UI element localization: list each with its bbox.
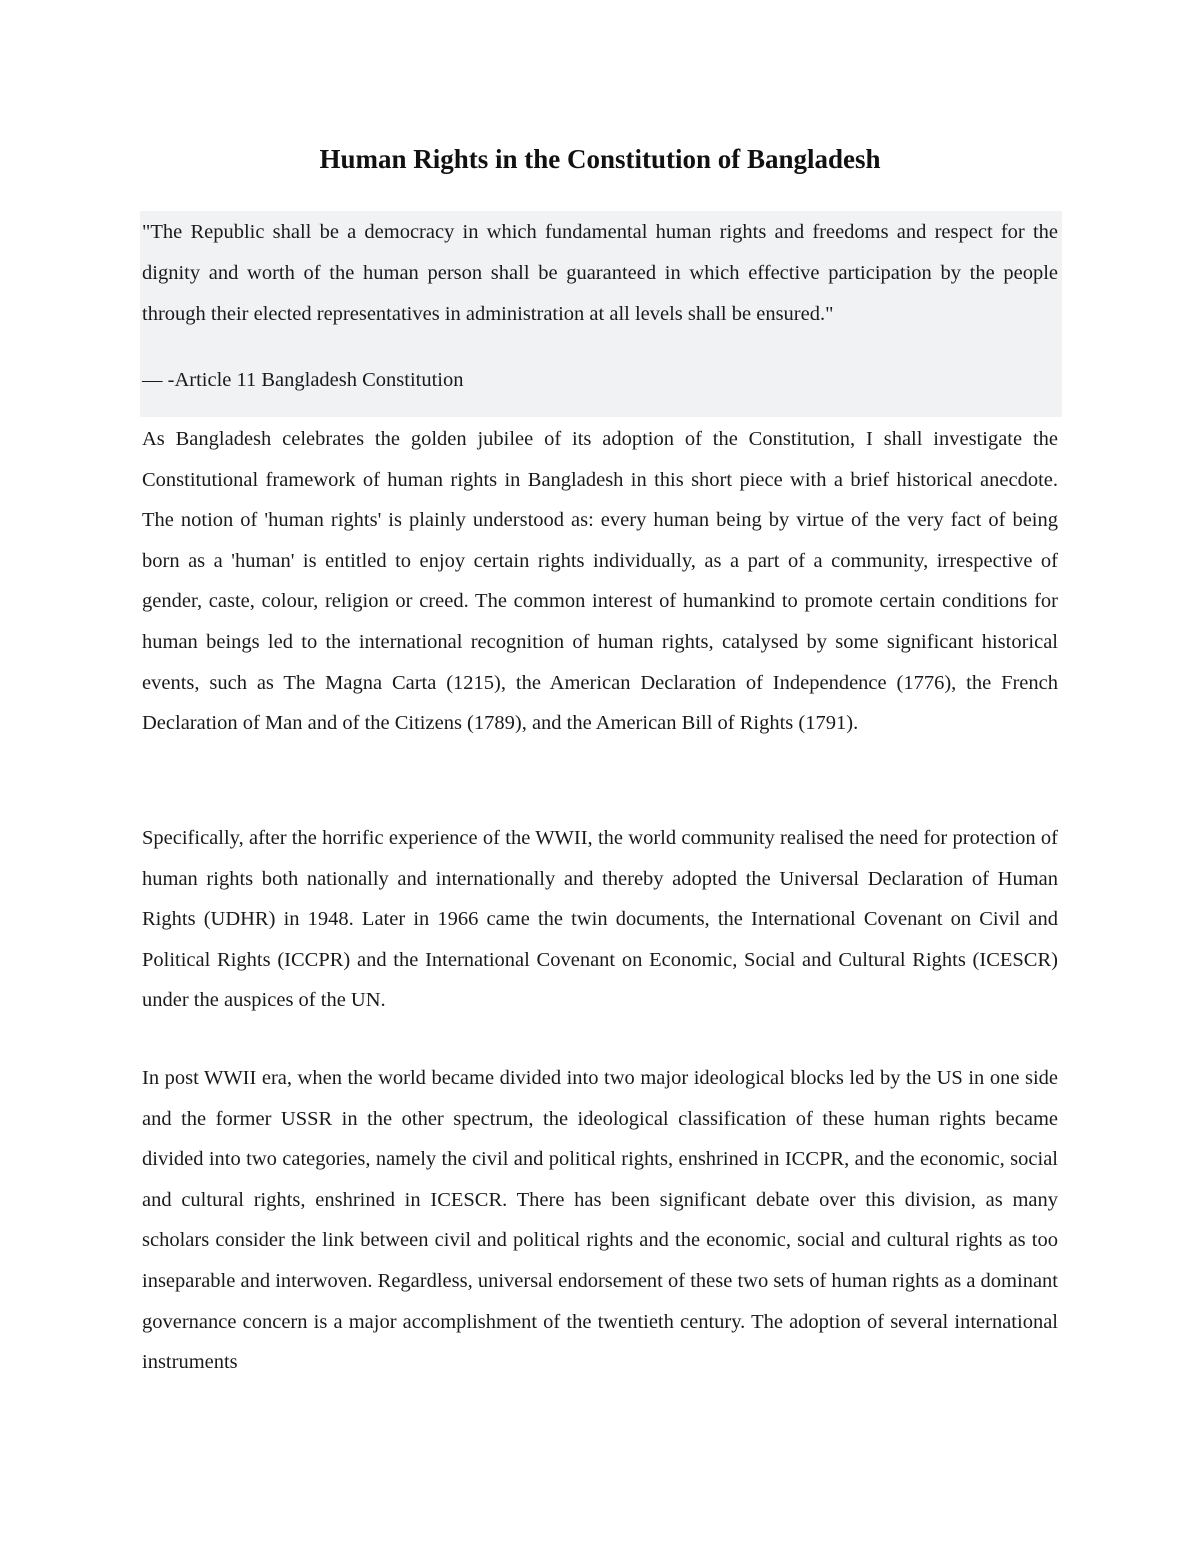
body-paragraph-2: Specifically, after the horrific experience of the WWII, the world community realised the need for protection of human rights both nationally and internationally and thereby adopted the Universal Declaration of Human Rights (UDHR) in 1948. Later in 1966 came the twin documents, the International Covenant on Civil and Political Rights (ICCPR) and the International Covenant on Economic, Social and Cultural Rights (ICESCR) under the auspices of the UN.: [142, 827, 1058, 1012]
quote-attribution: — -Article 11 Bangladesh Constitution: [142, 369, 464, 391]
body-paragraph-1: As Bangladesh celebrates the golden jubilee of its adoption of the Constitution, I shall investigate the Constitutional framework of human rights in Bangladesh in this short piece with a brief historical anecdote. The notion of 'human rights' is plainly understood as: every human being by virtue of the very fact of being born as a 'human' is entitled to enjoy certain rights individually, as a part of a community, irrespective of gender, caste, colour, religion or creed. The common interest of humankind to promote certain conditions for human beings led to the international recognition of human rights, catalysed by some significant historical events, such as The Magna Carta (1215), the American Declaration of Independence (1776), the French Declaration of Man and of the Citizens (1789), and the American Bill of Rights (1791).: [142, 428, 1058, 735]
body-paragraph-3: In post WWII era, when the world became divided into two major ideological blocks led by the US in one side and the former USSR in the other spectrum, the ideological classification of these human rights became divided into two categories, namely the civil and political rights, enshrined in ICCPR, and the economic, social and cultural rights, enshrined in ICESCR. There has been significant debate over this division, as many scholars consider the link between civil and political rights and the economic, social and cultural rights as too inseparable and interwoven. Regardless, universal endorsement of these two sets of human rights as a dominant governance concern is a major accomplishment of the twentieth century. The adoption of several international instruments: [142, 1067, 1058, 1374]
quote-text: "The Republic shall be a democracy in which fundamental human rights and freedoms and respect for the dignity and worth of the human person shall be guaranteed in which effective participation by the people through their elected representatives in administration at all levels shall be ensured.": [142, 221, 1058, 325]
document-title: Human Rights in the Constitution of Bangladesh: [319, 144, 881, 174]
